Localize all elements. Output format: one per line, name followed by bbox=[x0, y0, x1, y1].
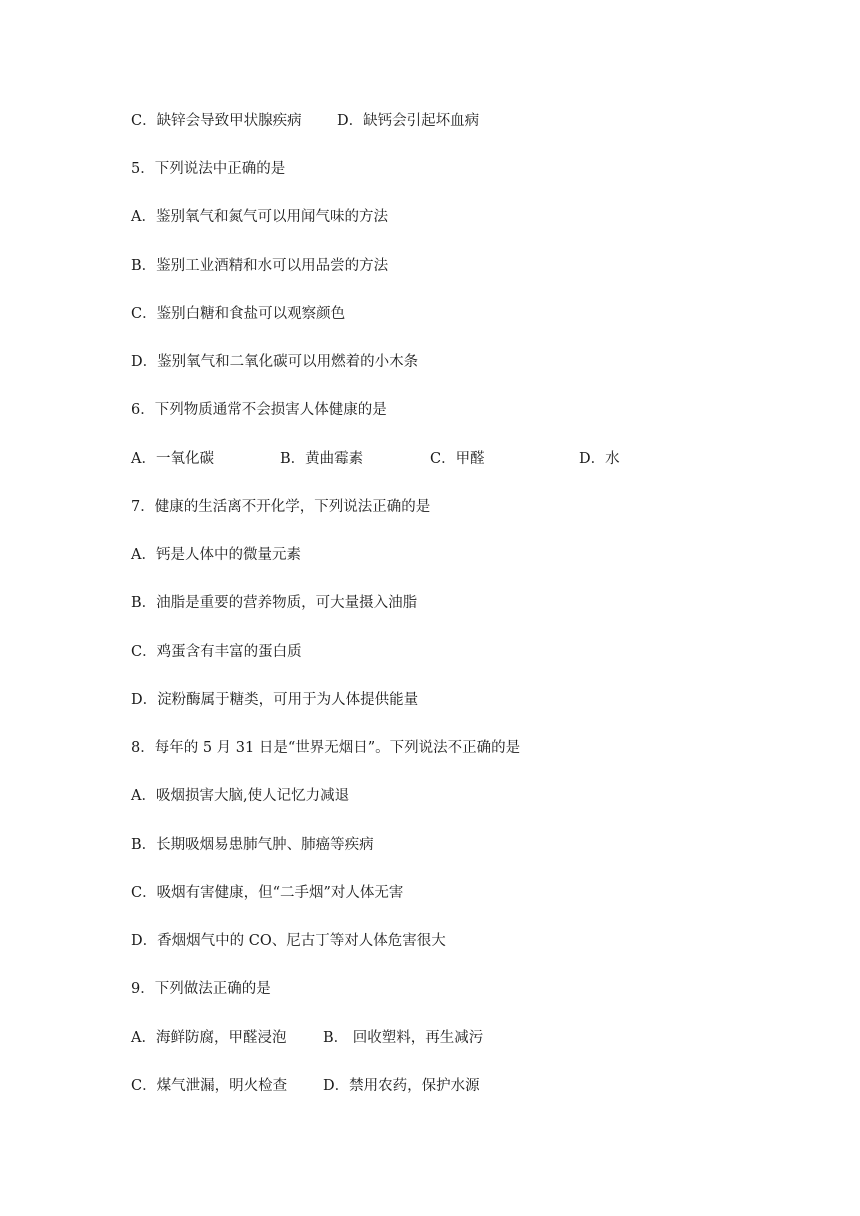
q5-stem: 5．下列说法中正确的是 bbox=[131, 161, 286, 177]
q9-option-b: B． 回收塑料，再生减污 bbox=[323, 1030, 484, 1046]
q7-option-a: A．钙是人体中的微量元素 bbox=[131, 547, 301, 563]
q9-stem: 9．下列做法正确的是 bbox=[131, 981, 271, 997]
q4-option-c: C．缺锌会导致甲状腺疾病 bbox=[131, 113, 302, 129]
q6-stem: 6．下列物质通常不会损害人体健康的是 bbox=[131, 402, 387, 418]
q6-option-c: C．甲醛 bbox=[430, 451, 485, 467]
q5-option-a: A．鉴别氧气和氮气可以用闻气味的方法 bbox=[131, 209, 388, 225]
q8-option-c: C．吸烟有害健康，但“二手烟”对人体无害 bbox=[131, 885, 404, 901]
q6-option-b: B．黄曲霉素 bbox=[280, 451, 364, 467]
q7-option-c: C．鸡蛋含有丰富的蛋白质 bbox=[131, 644, 302, 660]
q9-option-a: A．海鲜防腐，甲醛浸泡 bbox=[131, 1030, 287, 1046]
q8-option-b: B．长期吸烟易患肺气肿、肺癌等疾病 bbox=[131, 837, 374, 853]
q8-option-a: A．吸烟损害大脑,使人记忆力减退 bbox=[131, 788, 350, 804]
q5-option-d: D．鉴别氧气和二氧化碳可以用燃着的小木条 bbox=[131, 354, 419, 370]
q9-option-d: D．禁用农药，保护水源 bbox=[323, 1078, 480, 1094]
q8-stem: 8．每年的 5 月 31 日是“世界无烟日”。下列说法不正确的是 bbox=[131, 740, 521, 756]
q6-option-a: A．一氧化碳 bbox=[131, 451, 214, 467]
q4-option-d: D．缺钙会引起坏血病 bbox=[337, 113, 480, 129]
q9-option-c: C．煤气泄漏，明火检查 bbox=[131, 1078, 288, 1094]
q7-option-d: D．淀粉酶属于糖类，可用于为人体提供能量 bbox=[131, 692, 419, 708]
q5-option-c: C．鉴别白糖和食盐可以观察颜色 bbox=[131, 306, 346, 322]
q7-stem: 7．健康的生活离不开化学，下列说法正确的是 bbox=[131, 499, 431, 515]
q8-option-d: D．香烟烟气中的 CO、尼古丁等对人体危害很大 bbox=[131, 933, 446, 949]
q6-option-d: D．水 bbox=[579, 451, 620, 467]
q7-option-b: B．油脂是重要的营养物质，可大量摄入油脂 bbox=[131, 595, 418, 611]
q5-option-b: B．鉴别工业酒精和水可以用品尝的方法 bbox=[131, 258, 389, 274]
